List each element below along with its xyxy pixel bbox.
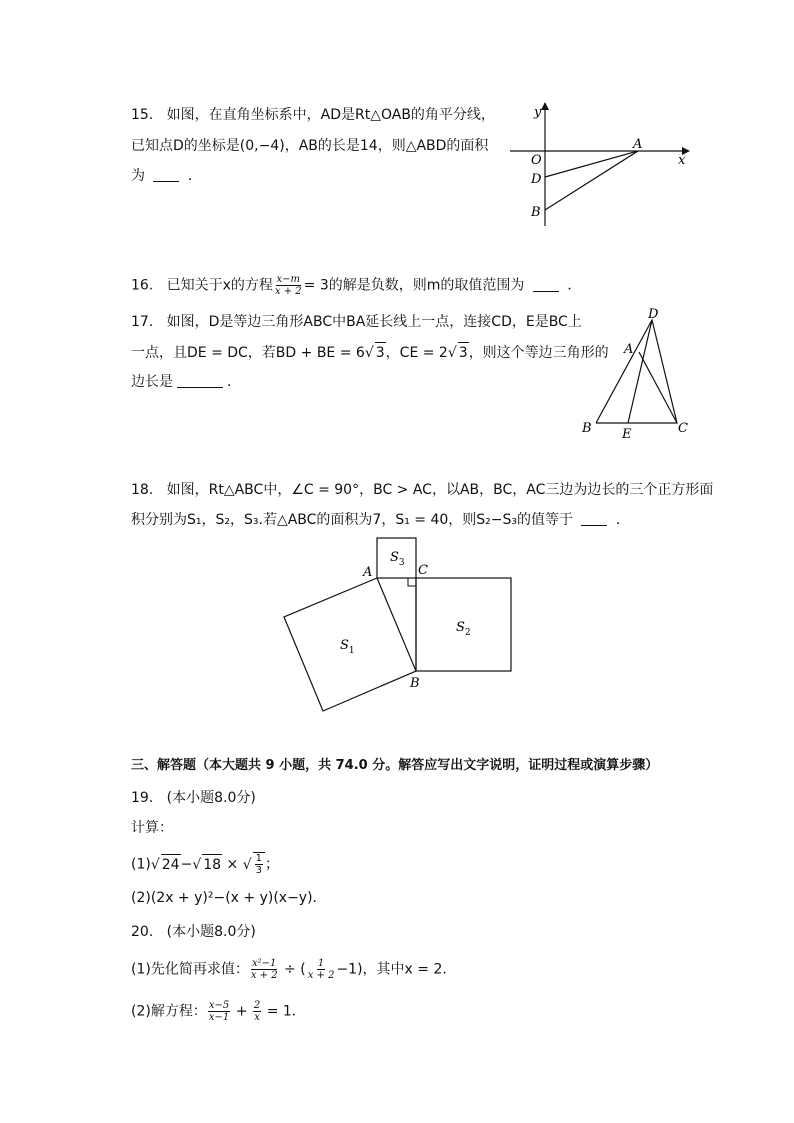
q16-fraction: $\frac{x-m}{x + 2}$ xyxy=(274,274,302,297)
y-axis-arrow xyxy=(541,102,549,110)
q18-text-1: 如图，Rt△ABC中，∠C = 90°，BC > AC，以AB，BC，AC三边为边长的三个正方形面 xyxy=(166,482,714,498)
q15-line-2 xyxy=(131,136,488,156)
q20-number: 20. xyxy=(131,924,154,940)
label-y: y xyxy=(534,105,542,120)
q18-line-2: 积分别为S₁，S₂，S₃.若△ABC的面积为7，S₁ = 40，则S₂−S₃的值等于 ． xyxy=(131,512,630,528)
q19-part-2: (2)(2x + y)²−(x + y)(x−y)． xyxy=(131,890,327,906)
q16-number: 16. xyxy=(131,277,154,294)
q20-part-2: (2)解方程： $\frac{x-5}{x-1}$ + $\frac{2}{x}$ = 1． xyxy=(131,1000,306,1023)
segment-de xyxy=(628,320,652,423)
q15-answer-blank[interactable] xyxy=(153,167,179,182)
q20-part-1: (1)先化简再求值： $\frac{\text{x²−1}}{x + 2}$ ÷ ( $\frac{1}{x + 2}$ −1)，其中x = 2． xyxy=(131,958,457,981)
label-b: B xyxy=(410,676,420,691)
q15-text-3: 为 xyxy=(131,168,145,184)
q15-number: 15. xyxy=(131,107,154,123)
segment-ad xyxy=(545,151,638,177)
q17-text-1: 如图，D是等边三角形ABC中BA延长线上一点，连接CD，E是BC上 xyxy=(166,314,582,330)
label-a: A xyxy=(363,565,373,580)
segment-ac xyxy=(639,352,677,423)
q19-number: 19. xyxy=(131,790,154,806)
q18-number: 18. xyxy=(131,482,154,498)
label-s2: $S_2$ xyxy=(456,620,471,638)
label-d: D xyxy=(648,307,659,322)
square-s1 xyxy=(284,578,416,711)
label-c: C xyxy=(678,421,688,436)
q17-sqrt-2: 3 xyxy=(458,342,469,363)
q17-line-3: 边长是 ． xyxy=(131,374,241,390)
q17-line-1 xyxy=(131,312,582,332)
q18-text-2: 积分别为S₁，S₂，S₃.若△ABC的面积为7，S₁ = 40，则S₂−S₃的值等于 xyxy=(131,512,574,528)
label-o: O xyxy=(531,153,542,168)
triangle-outline xyxy=(596,320,677,423)
q17-triangle-figure xyxy=(576,306,696,442)
q20-header: 20. (本小题8.0分) xyxy=(131,924,256,940)
q17-answer-blank[interactable] xyxy=(177,373,223,388)
label-s1: $S_1$ xyxy=(340,638,355,656)
q15-text-1: 如图，在直角坐标系中，AD是Rt△OAB的角平分线， xyxy=(166,107,495,123)
q19-header: 19. (本小题8.0分) xyxy=(131,790,256,806)
q16-line: 16. 已知关于x的方程 $\frac{x-m}{x + 2}$ = 3的解是负数，则m的取值范围为 ． xyxy=(131,274,582,297)
q15-line-1 xyxy=(131,105,495,125)
label-e: E xyxy=(622,427,632,442)
label-c: C xyxy=(418,563,428,578)
q15-line-3: 为 ． xyxy=(131,168,202,184)
q15-coordinate-figure xyxy=(500,100,700,230)
segment-ab xyxy=(545,151,638,210)
label-a: A xyxy=(624,342,634,357)
q18-squares-figure xyxy=(280,534,520,718)
q18-line-1 xyxy=(131,480,713,500)
q17-sqrt-1: 3 xyxy=(375,342,386,363)
label-d: D xyxy=(531,172,542,187)
q19-intro: 计算： xyxy=(131,820,173,836)
label-s3: $S_3$ xyxy=(390,550,405,568)
label-a: A xyxy=(633,137,643,152)
right-angle-mark xyxy=(408,578,416,586)
label-b: B xyxy=(531,205,541,220)
q19-part-1: (1)√ 24−√ 18 × √ $\frac{1}{3}$ ； xyxy=(131,853,280,876)
label-x: x xyxy=(678,153,686,168)
q18-answer-blank[interactable] xyxy=(581,511,607,526)
q17-number: 17. xyxy=(131,314,154,330)
section-3-title: 三、解答题（本大题共 9 小题，共 74.0 分。解答应写出文字说明，证明过程或演算步骤） xyxy=(131,758,659,773)
label-b: B xyxy=(582,421,592,436)
q16-answer-blank[interactable] xyxy=(533,277,559,292)
q15-text-2: 已知点D的坐标是(0,−4)，AB的长是14，则△ABD的面积 xyxy=(131,138,489,154)
q17-line-2: 一点，且DE = DC，若BD + BE = 6√ 3，CE = 2√ 3，则这个等边三角形的 xyxy=(131,342,609,363)
